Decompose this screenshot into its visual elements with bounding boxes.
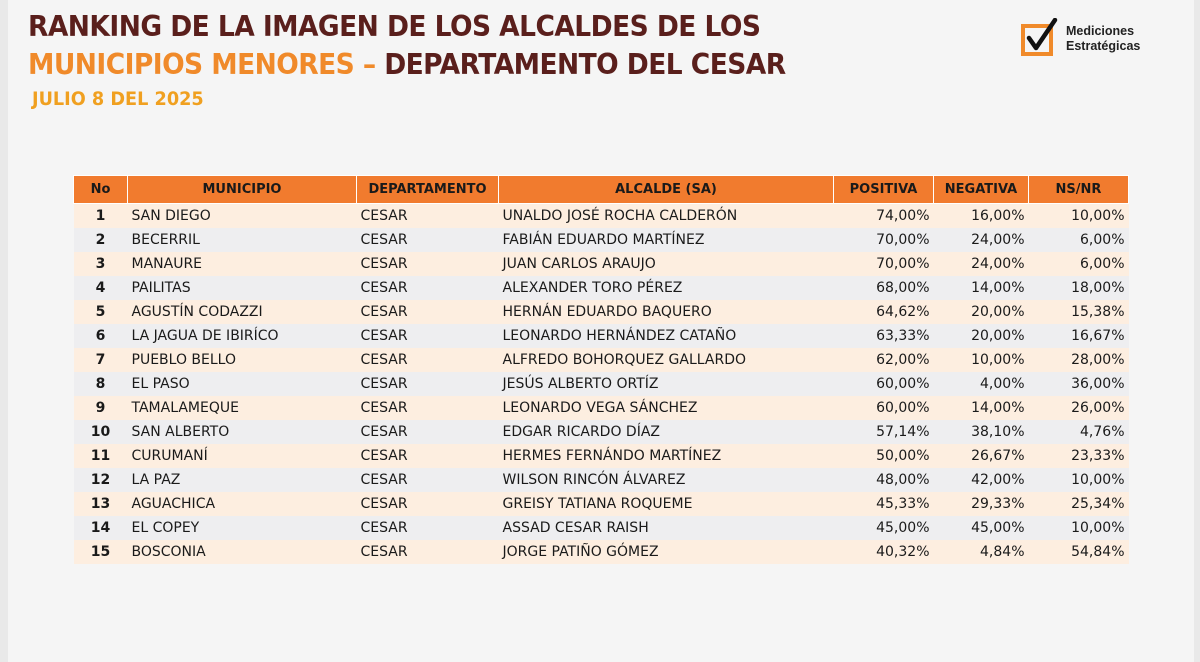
alcalde-cell: ALEXANDER TORO PÉREZ (499, 276, 834, 300)
municipio-cell: SAN DIEGO (128, 204, 357, 229)
municipio-cell: BECERRIL (128, 228, 357, 252)
row-number: 1 (74, 204, 128, 229)
negativa-cell: 14,00% (934, 276, 1029, 300)
positiva-cell: 68,00% (834, 276, 934, 300)
departamento-cell: CESAR (357, 420, 499, 444)
departamento-cell: CESAR (357, 276, 499, 300)
table-row (74, 204, 1129, 229)
table-row (74, 468, 1129, 492)
col-header-negativa: NEGATIVA (934, 176, 1029, 204)
nsnr-cell: 6,00% (1029, 252, 1129, 276)
alcalde-cell: FABIÁN EDUARDO MARTÍNEZ (499, 228, 834, 252)
page-title (28, 8, 786, 84)
alcalde-cell: WILSON RINCÓN ÁLVAREZ (499, 468, 834, 492)
nsnr-cell: 28,00% (1029, 348, 1129, 372)
alcalde-cell: ASSAD CESAR RAISH (499, 516, 834, 540)
alcalde-cell: JORGE PATIÑO GÓMEZ (499, 540, 834, 564)
alcalde-cell: GREISY TATIANA ROQUEME (499, 492, 834, 516)
negativa-cell: 10,00% (934, 348, 1029, 372)
positiva-cell: 40,32% (834, 540, 934, 564)
departamento-cell: CESAR (357, 492, 499, 516)
logo (1020, 18, 1140, 60)
title-line-2 (28, 46, 786, 84)
negativa-cell: 24,00% (934, 228, 1029, 252)
logo-line-1: Mediciones (1066, 24, 1135, 38)
col-header-municipio: MUNICIPIO (128, 176, 357, 204)
alcalde-cell: LEONARDO VEGA SÁNCHEZ (499, 396, 834, 420)
row-number: 11 (74, 444, 128, 468)
negativa-cell: 20,00% (934, 324, 1029, 348)
slide (8, 0, 1194, 662)
negativa-cell: 4,00% (934, 372, 1029, 396)
table-row (74, 396, 1129, 420)
row-number: 15 (74, 540, 128, 564)
positiva-cell: 70,00% (834, 252, 934, 276)
municipio-cell: MANAURE (128, 252, 357, 276)
logo-text (1066, 24, 1140, 54)
row-number: 2 (74, 228, 128, 252)
positiva-cell: 57,14% (834, 420, 934, 444)
positiva-cell: 74,00% (834, 204, 934, 229)
alcalde-cell: UNALDO JOSÉ ROCHA CALDERÓN (499, 204, 834, 229)
nsnr-cell: 10,00% (1029, 516, 1129, 540)
municipio-cell: CURUMANÍ (128, 444, 357, 468)
date-subtitle: JULIO 8 DEL 2025 (32, 88, 204, 110)
departamento-cell: CESAR (357, 516, 499, 540)
departamento-cell: CESAR (357, 348, 499, 372)
negativa-cell: 29,33% (934, 492, 1029, 516)
departamento-cell: CESAR (357, 324, 499, 348)
positiva-cell: 64,62% (834, 300, 934, 324)
alcalde-cell: JESÚS ALBERTO ORTÍZ (499, 372, 834, 396)
title-line-1: RANKING DE LA IMAGEN DE LOS ALCALDES DE LOS (28, 10, 761, 43)
row-number: 12 (74, 468, 128, 492)
table-row (74, 372, 1129, 396)
checkbox-check-icon (1020, 18, 1062, 60)
table-row (74, 420, 1129, 444)
col-header-no: No (74, 176, 128, 204)
positiva-cell: 45,00% (834, 516, 934, 540)
municipio-cell: AGUSTÍN CODAZZI (128, 300, 357, 324)
title-line-2-dark: DEPARTAMENTO DEL CESAR (384, 48, 786, 81)
positiva-cell: 63,33% (834, 324, 934, 348)
table-row (74, 516, 1129, 540)
row-number: 3 (74, 252, 128, 276)
municipio-cell: LA PAZ (128, 468, 357, 492)
negativa-cell: 24,00% (934, 252, 1029, 276)
row-number: 8 (74, 372, 128, 396)
row-number: 4 (74, 276, 128, 300)
row-number: 10 (74, 420, 128, 444)
departamento-cell: CESAR (357, 372, 499, 396)
positiva-cell: 70,00% (834, 228, 934, 252)
row-number: 5 (74, 300, 128, 324)
table-row (74, 492, 1129, 516)
row-number: 13 (74, 492, 128, 516)
title-line-2-orange: MUNICIPIOS MENORES – (28, 48, 376, 81)
negativa-cell: 45,00% (934, 516, 1029, 540)
departamento-cell: CESAR (357, 540, 499, 564)
ranking-table (73, 175, 1129, 564)
alcalde-cell: HERNÁN EDUARDO BAQUERO (499, 300, 834, 324)
table-row (74, 324, 1129, 348)
nsnr-cell: 10,00% (1029, 204, 1129, 229)
municipio-cell: SAN ALBERTO (128, 420, 357, 444)
negativa-cell: 4,84% (934, 540, 1029, 564)
alcalde-cell: JUAN CARLOS ARAUJO (499, 252, 834, 276)
municipio-cell: PUEBLO BELLO (128, 348, 357, 372)
table-row (74, 348, 1129, 372)
alcalde-cell: HERMES FERNÁNDO MARTÍNEZ (499, 444, 834, 468)
positiva-cell: 45,33% (834, 492, 934, 516)
positiva-cell: 62,00% (834, 348, 934, 372)
table-row (74, 540, 1129, 564)
municipio-cell: PAILITAS (128, 276, 357, 300)
departamento-cell: CESAR (357, 468, 499, 492)
row-number: 7 (74, 348, 128, 372)
table-row (74, 276, 1129, 300)
nsnr-cell: 15,38% (1029, 300, 1129, 324)
municipio-cell: TAMALAMEQUE (128, 396, 357, 420)
nsnr-cell: 10,00% (1029, 468, 1129, 492)
negativa-cell: 38,10% (934, 420, 1029, 444)
departamento-cell: CESAR (357, 300, 499, 324)
municipio-cell: BOSCONIA (128, 540, 357, 564)
table-header-row (74, 176, 1129, 204)
nsnr-cell: 54,84% (1029, 540, 1129, 564)
nsnr-cell: 4,76% (1029, 420, 1129, 444)
row-number: 9 (74, 396, 128, 420)
nsnr-cell: 18,00% (1029, 276, 1129, 300)
table-row (74, 252, 1129, 276)
nsnr-cell: 25,34% (1029, 492, 1129, 516)
col-header-departamento: DEPARTAMENTO (357, 176, 499, 204)
municipio-cell: EL PASO (128, 372, 357, 396)
table-row (74, 228, 1129, 252)
col-header-alcalde: ALCALDE (SA) (499, 176, 834, 204)
departamento-cell: CESAR (357, 204, 499, 229)
municipio-cell: LA JAGUA DE IBIRÍCO (128, 324, 357, 348)
negativa-cell: 20,00% (934, 300, 1029, 324)
alcalde-cell: LEONARDO HERNÁNDEZ CATAÑO (499, 324, 834, 348)
alcalde-cell: ALFREDO BOHORQUEZ GALLARDO (499, 348, 834, 372)
nsnr-cell: 6,00% (1029, 228, 1129, 252)
negativa-cell: 14,00% (934, 396, 1029, 420)
nsnr-cell: 26,00% (1029, 396, 1129, 420)
logo-line-2: Estratégicas (1066, 39, 1141, 53)
departamento-cell: CESAR (357, 228, 499, 252)
municipio-cell: AGUACHICA (128, 492, 357, 516)
alcalde-cell: EDGAR RICARDO DÍAZ (499, 420, 834, 444)
nsnr-cell: 16,67% (1029, 324, 1129, 348)
col-header-nsnr: NS/NR (1029, 176, 1129, 204)
departamento-cell: CESAR (357, 252, 499, 276)
departamento-cell: CESAR (357, 396, 499, 420)
table-body (74, 204, 1129, 565)
row-number: 6 (74, 324, 128, 348)
positiva-cell: 48,00% (834, 468, 934, 492)
negativa-cell: 16,00% (934, 204, 1029, 229)
table-row (74, 444, 1129, 468)
positiva-cell: 60,00% (834, 396, 934, 420)
positiva-cell: 60,00% (834, 372, 934, 396)
col-header-positiva: POSITIVA (834, 176, 934, 204)
negativa-cell: 42,00% (934, 468, 1029, 492)
nsnr-cell: 36,00% (1029, 372, 1129, 396)
departamento-cell: CESAR (357, 444, 499, 468)
positiva-cell: 50,00% (834, 444, 934, 468)
table-row (74, 300, 1129, 324)
negativa-cell: 26,67% (934, 444, 1029, 468)
nsnr-cell: 23,33% (1029, 444, 1129, 468)
row-number: 14 (74, 516, 128, 540)
municipio-cell: EL COPEY (128, 516, 357, 540)
